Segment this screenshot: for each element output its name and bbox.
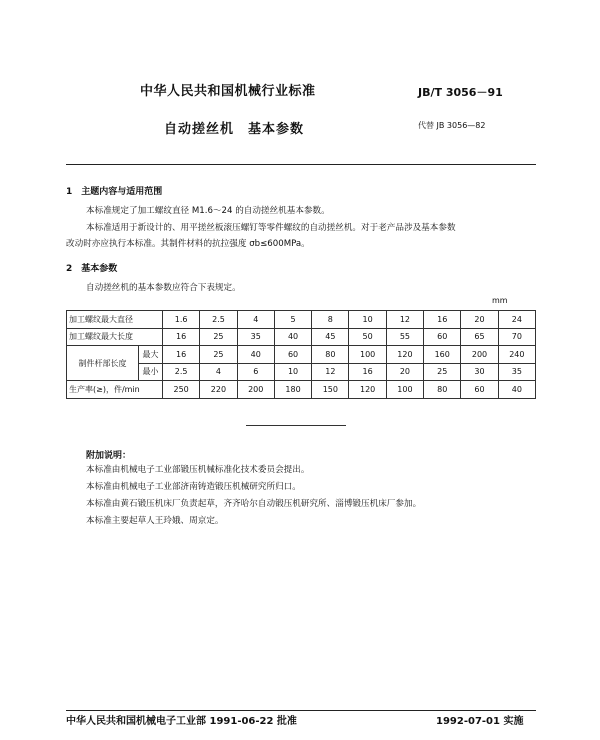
table-cell: 100 [349,346,386,364]
table-cell: 60 [461,381,498,399]
section-1-para-2-line-2: 改动时亦应执行本标准。其制件材料的抗拉强度 σb≤600MPa。 [66,239,310,249]
row-label-max-diameter: 加工螺纹最大直径 [67,311,163,329]
table-cell: 200 [461,346,498,364]
table-cell: 180 [274,381,311,399]
note-line: 本标准由机械电子工业部济南铸造锻压机械研究所归口。 [86,482,301,492]
table-cell: 65 [461,328,498,346]
section-1-heading: 1 主题内容与适用范围 [66,187,163,197]
table-cell: 24 [498,311,535,329]
table-cell: 25 [424,363,461,381]
parameter-table [66,310,536,399]
table-cell: 5 [274,311,311,329]
note-line: 本标准由机械电子工业部锻压机械标准化技术委员会提出。 [86,465,310,475]
table-cell: 16 [424,311,461,329]
table-row [67,311,536,329]
table-cell: 55 [386,328,423,346]
table-cell: 8 [312,311,349,329]
table-cell: 4 [237,311,274,329]
note-line: 本标准主要起草人王玲娥、周京定。 [86,516,224,526]
table-cell: 80 [424,381,461,399]
table-cell: 20 [461,311,498,329]
table-cell: 16 [349,363,386,381]
table-cell: 240 [498,346,535,364]
table-cell: 40 [274,328,311,346]
table-cell: 35 [498,363,535,381]
table-cell: 30 [461,363,498,381]
table-cell: 120 [349,381,386,399]
table-cell: 12 [386,311,423,329]
table-cell: 10 [349,311,386,329]
table-cell: 220 [200,381,237,399]
table-cell: 1.6 [163,311,200,329]
table-cell: 40 [237,346,274,364]
table-cell: 70 [498,328,535,346]
implementation-date: 1992-07-01 实施 [436,716,524,727]
end-of-text-rule [246,425,346,426]
table-row [67,381,536,399]
sub-label-max: 最大 [139,346,163,364]
note-line: 本标准由黄石锻压机床厂负责起草，齐齐哈尔自动锻压机研究所、淄博锻压机床厂参加。 [86,499,422,509]
table-cell: 100 [386,381,423,399]
row-label-blank-length: 制件杆部长度 [67,346,139,381]
table-cell: 2.5 [200,311,237,329]
table-cell: 25 [200,346,237,364]
table-cell: 6 [237,363,274,381]
additional-notes [86,462,421,530]
table-cell: 10 [274,363,311,381]
footer-divider [66,710,536,711]
section-1-para-2-line-1: 本标准适用于新设计的、用平搓丝板滚压螺钉等零件螺纹的自动搓丝机。对于老产品涉及基本参数 [86,223,456,233]
table-cell: 60 [274,346,311,364]
issuing-organization: 中华人民共和国机械行业标准 [140,84,316,99]
table-row [67,328,536,346]
additional-notes-heading: 附加说明： [86,451,132,461]
table-cell: 160 [424,346,461,364]
table-cell: 200 [237,381,274,399]
section-2-intro: 自动搓丝机的基本参数应符合下表规定。 [86,283,241,293]
table-cell: 16 [163,346,200,364]
section-2-heading: 2 基本参数 [66,264,118,274]
table-cell: 120 [386,346,423,364]
section-1-para-1: 本标准规定了加工螺纹直径 M1.6～24 的自动搓丝机基本参数。 [86,206,330,216]
row-label-productivity: 生产率(≥)，件/min [67,381,163,399]
table-cell: 150 [312,381,349,399]
replaces-note: 代替 JB 3056—82 [418,121,486,130]
table-cell: 25 [200,328,237,346]
table-row [67,346,536,364]
header-divider [66,164,536,165]
table-cell: 2.5 [163,363,200,381]
document-title: 自动搓丝机 基本参数 [164,122,305,137]
row-label-max-length: 加工螺纹最大长度 [67,328,163,346]
table-cell: 12 [312,363,349,381]
table-cell: 35 [237,328,274,346]
table-cell: 20 [386,363,423,381]
table-cell: 250 [163,381,200,399]
standard-code: JB/T 3056－91 [418,86,503,99]
unit-label: mm [492,296,508,305]
table-cell: 40 [498,381,535,399]
table-cell: 50 [349,328,386,346]
table-cell: 60 [424,328,461,346]
approval-statement: 中华人民共和国机械电子工业部 1991-06-22 批准 [66,716,297,727]
sub-label-min: 最小 [139,363,163,381]
table-cell: 45 [312,328,349,346]
table-cell: 4 [200,363,237,381]
table-cell: 16 [163,328,200,346]
table-cell: 80 [312,346,349,364]
